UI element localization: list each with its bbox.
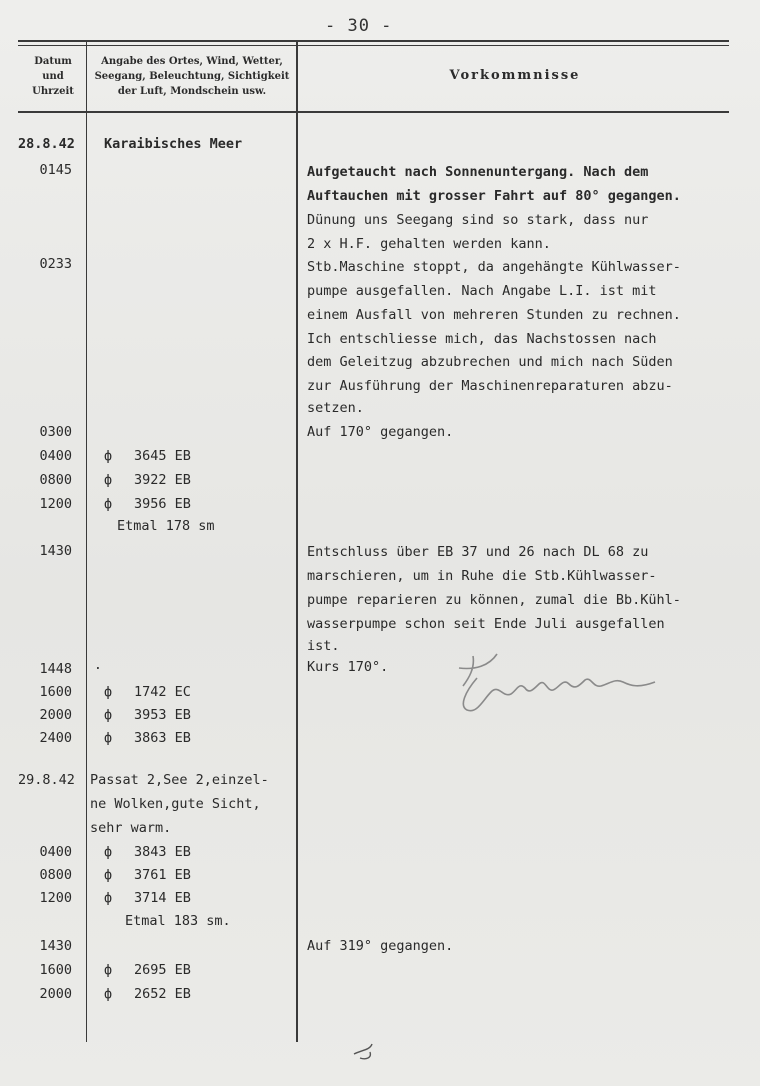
square-symbol: ф	[104, 472, 113, 488]
square-symbol: ф	[104, 962, 113, 978]
position-entry	[104, 684, 191, 700]
position-entry	[104, 730, 191, 746]
place-entry: Passat 2,See 2,einzel-	[90, 772, 269, 788]
place-entry: Karaibisches Meer	[104, 136, 243, 152]
time-entry: 1200	[39, 890, 72, 906]
event-line: Entschluss über EB 37 und 26 nach DL 68 zu	[307, 544, 649, 560]
square-symbol: ф	[104, 496, 113, 512]
grid-square: 2652 EB	[134, 986, 191, 1002]
time-entry: 2000	[39, 707, 72, 723]
header-date-line-2: und	[42, 71, 64, 82]
event-line: setzen.	[307, 400, 364, 416]
header-events: Vorkommnisse	[449, 68, 581, 83]
column-divider-1	[86, 42, 87, 1042]
position-entry	[104, 890, 191, 906]
header-date-line-1: Datum	[34, 56, 72, 67]
ditto-dot: .	[94, 658, 102, 673]
grid-square: 3714 EB	[134, 890, 191, 906]
event-line: Stb.Maschine stoppt, da angehängte Kühlwasser-	[307, 259, 681, 275]
event-line: Auf 170° gegangen.	[307, 424, 454, 440]
time-entry: 1600	[39, 684, 72, 700]
square-symbol: ф	[104, 684, 113, 700]
page-number: - 30 -	[325, 16, 393, 36]
position-entry	[104, 986, 191, 1002]
position-entry	[104, 707, 191, 723]
grid-square: 1742 EC	[134, 684, 191, 700]
time-entry: 1200	[39, 496, 72, 512]
header-location-line-2: Seegang, Beleuchtung, Sichtigkeit	[94, 71, 290, 82]
header-location-line-1: Angabe des Ortes, Wind, Wetter,	[101, 56, 283, 67]
time-entry: 0800	[39, 472, 72, 488]
column-divider-2	[296, 42, 298, 1042]
event-line: Auf 319° gegangen.	[307, 938, 454, 954]
time-entry: 1430	[39, 543, 72, 559]
event-line: 2 x H.F. gehalten werden kann.	[307, 236, 551, 252]
position-entry	[104, 962, 191, 978]
time-entry: 2000	[39, 986, 72, 1002]
handwritten-signature-icon	[455, 648, 675, 718]
header-location-line-3: der Luft, Mondschein usw.	[117, 86, 267, 97]
header-top-rule	[18, 40, 729, 42]
grid-square: 3761 EB	[134, 867, 191, 883]
grid-square: 3953 EB	[134, 707, 191, 723]
event-line: Ich entschliesse mich, das Nachstossen nach	[307, 331, 657, 347]
time-entry: 2400	[39, 730, 72, 746]
time-entry: 1600	[39, 962, 72, 978]
position-entry	[104, 448, 191, 464]
event-line: marschieren, um in Ruhe die Stb.Kühlwasser-	[307, 568, 657, 584]
date-entry: 29.8.42	[18, 772, 75, 788]
event-line: einem Ausfall von mehreren Stunden zu rechnen.	[307, 307, 681, 323]
etmal-entry: Etmal 178 sm	[117, 518, 215, 534]
time-entry: 0400	[39, 448, 72, 464]
time-entry: 0145	[39, 162, 72, 178]
grid-square: 3843 EB	[134, 844, 191, 860]
time-entry: 1448	[39, 661, 72, 677]
event-line: ist.	[307, 638, 340, 654]
header-bottom-rule	[18, 111, 729, 113]
event-line: wasserpumpe schon seit Ende Juli ausgefallen	[307, 616, 665, 632]
square-symbol: ф	[104, 986, 113, 1002]
event-line: dem Geleitzug abzubrechen und mich nach Süden	[307, 354, 673, 370]
position-entry	[104, 844, 191, 860]
header-location-weather	[88, 54, 296, 99]
square-symbol: ф	[104, 867, 113, 883]
event-line: zur Ausführung der Maschinenreparaturen abzu-	[307, 378, 673, 394]
time-entry: 0300	[39, 424, 72, 440]
header-date-line-3: Uhrzeit	[32, 86, 74, 97]
date-entry: 28.8.42	[18, 136, 75, 152]
time-entry: 0400	[39, 844, 72, 860]
square-symbol: ф	[104, 707, 113, 723]
header-top-rule-inner	[18, 45, 729, 46]
event-line: Auftauchen mit grosser Fahrt auf 80° gegangen.	[307, 188, 681, 204]
place-entry: sehr warm.	[90, 820, 172, 836]
time-entry: 1430	[39, 938, 72, 954]
header-date-time	[22, 54, 84, 99]
event-line: pumpe ausgefallen. Nach Angabe L.I. ist mit	[307, 283, 657, 299]
pen-mark-icon	[350, 1040, 380, 1064]
event-line: Kurs 170°.	[307, 659, 389, 675]
square-symbol: ф	[104, 844, 113, 860]
event-line: pumpe reparieren zu können, zumal die Bb.Kühl-	[307, 592, 681, 608]
place-entry: ne Wolken,gute Sicht,	[90, 796, 261, 812]
position-entry	[104, 496, 191, 512]
position-entry	[104, 867, 191, 883]
grid-square: 3956 EB	[134, 496, 191, 512]
etmal-entry: Etmal 183 sm.	[125, 913, 231, 929]
time-entry: 0800	[39, 867, 72, 883]
event-line: Dünung uns Seegang sind so stark, dass nur	[307, 212, 649, 228]
grid-square: 3863 EB	[134, 730, 191, 746]
time-entry: 0233	[39, 256, 72, 272]
grid-square: 3645 EB	[134, 448, 191, 464]
position-entry	[104, 472, 191, 488]
grid-square: 2695 EB	[134, 962, 191, 978]
grid-square: 3922 EB	[134, 472, 191, 488]
event-line: Aufgetaucht nach Sonnenuntergang. Nach dem	[307, 164, 649, 180]
square-symbol: ф	[104, 730, 113, 746]
square-symbol: ф	[104, 890, 113, 906]
square-symbol: ф	[104, 448, 113, 464]
